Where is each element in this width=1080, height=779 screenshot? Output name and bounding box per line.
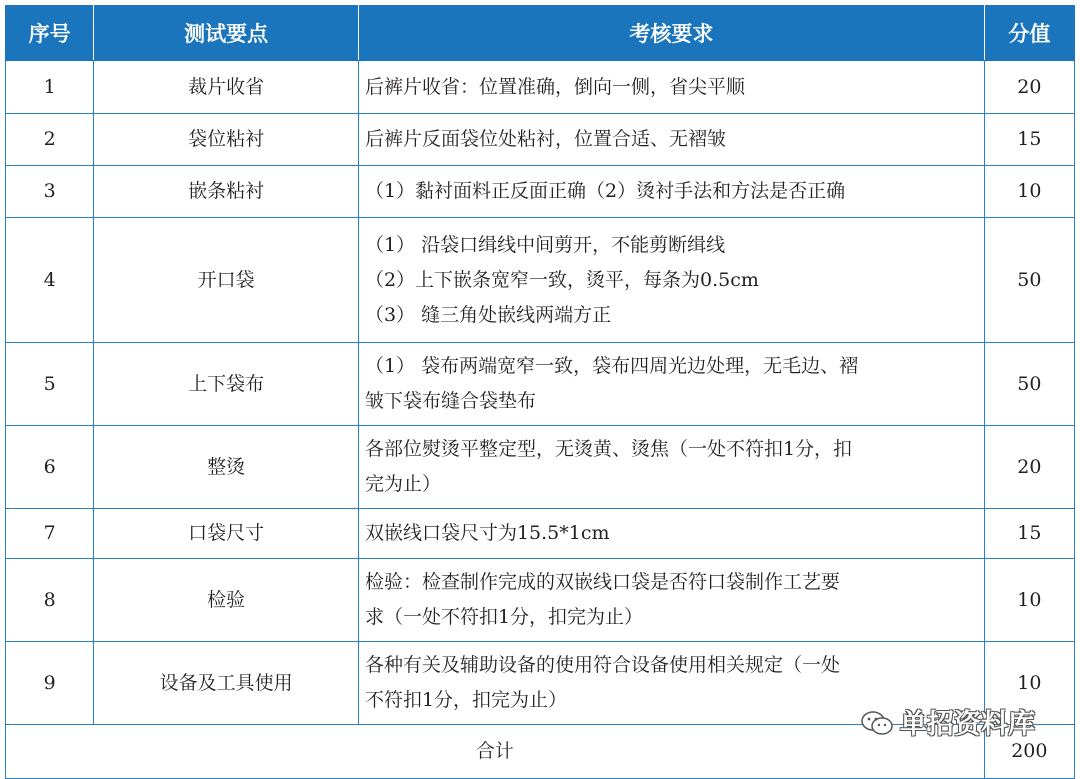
watermark: [860, 702, 1035, 741]
requirement-line: 皱下袋布缝合袋垫布: [364, 390, 536, 412]
requirement-line: 后裤片反面袋位处粘衬，位置合适、无褶皱: [364, 128, 726, 150]
row-score: 50: [984, 343, 1074, 426]
watermark-text: 单招资料库: [900, 709, 1035, 740]
requirement-line: 求（一处不符扣1分，扣完为止）: [364, 606, 644, 628]
row-no: 1: [6, 61, 94, 114]
row-point: 裁片收省: [94, 61, 359, 114]
table-row: [6, 559, 1075, 642]
row-point: 设备及工具使用: [94, 642, 359, 725]
wechat-icon: [860, 709, 894, 737]
table-row: [6, 343, 1075, 426]
requirement-line: 完为止）: [364, 473, 441, 495]
row-no: 3: [6, 166, 94, 218]
row-requirement: [358, 343, 984, 426]
row-requirement: [358, 509, 984, 559]
row-point: 整烫: [94, 426, 359, 509]
requirement-line: （1）黏衬面料正反面正确（2）烫衬手法和方法是否正确: [364, 180, 846, 202]
row-score: 15: [984, 509, 1074, 559]
table-row: [6, 426, 1075, 509]
table-row: [6, 166, 1075, 218]
row-no: 4: [6, 218, 94, 343]
header-point: 测试要点: [94, 6, 359, 61]
table-row: [6, 218, 1075, 343]
row-requirement: [358, 426, 984, 509]
row-score: 20: [984, 61, 1074, 114]
row-score: 10: [984, 166, 1074, 218]
row-requirement: [358, 166, 984, 218]
table-row: [6, 114, 1075, 166]
requirement-line: （2）上下嵌条宽窄一致，烫平，每条为0.5cm: [364, 268, 759, 291]
row-point: 检验: [94, 559, 359, 642]
row-score: 15: [984, 114, 1074, 166]
row-requirement: [358, 114, 984, 166]
requirement-line: 各种有关及辅助设备的使用符合设备使用相关规定（一处: [364, 654, 840, 676]
row-point: 袋位粘衬: [94, 114, 359, 166]
row-no: 9: [6, 642, 94, 725]
row-point: 上下袋布: [94, 343, 359, 426]
row-no: 7: [6, 509, 94, 559]
requirement-line: 检验：检查制作完成的双嵌线口袋是否符口袋制作工艺要: [364, 571, 840, 593]
requirement-line: 后裤片收省：位置准确，倒向一侧，省尖平顺: [364, 75, 745, 98]
row-point: 口袋尺寸: [94, 509, 359, 559]
header-score: 分值: [984, 6, 1074, 61]
requirement-line: （1） 沿袋口缉线中间剪开，不能剪断缉线: [364, 233, 726, 256]
requirement-line: （3） 缝三角处嵌线两端方正: [364, 303, 612, 326]
row-score: 10: [984, 642, 1074, 725]
requirement-line: （1） 袋布两端宽窄一致，袋布四周光边处理，无毛边、褶: [364, 355, 859, 377]
row-score: 20: [984, 426, 1074, 509]
row-point: 嵌条粘衬: [94, 166, 359, 218]
table-row: [6, 509, 1075, 559]
requirement-line: 双嵌线口袋尺寸为15.5*1cm: [364, 522, 610, 544]
row-requirement: [358, 218, 984, 343]
scoring-table: [5, 5, 1075, 779]
total-label: 合计: [6, 725, 985, 779]
row-no: 6: [6, 426, 94, 509]
row-score: 10: [984, 559, 1074, 642]
requirement-line: 不符扣1分，扣完为止）: [364, 689, 568, 711]
row-no: 8: [6, 559, 94, 642]
header-requirement: 考核要求: [358, 6, 984, 61]
row-no: 2: [6, 114, 94, 166]
requirement-line: 各部位熨烫平整定型，无烫黄、烫焦（一处不符扣1分，扣: [364, 438, 853, 460]
row-requirement: [358, 559, 984, 642]
row-point: 开口袋: [94, 218, 359, 343]
header-row: [6, 6, 1075, 61]
table-row: [6, 61, 1075, 114]
row-no: 5: [6, 343, 94, 426]
header-no: 序号: [6, 6, 94, 61]
row-score: 50: [984, 218, 1074, 343]
total-score: 200: [984, 725, 1074, 779]
row-requirement: [358, 61, 984, 114]
